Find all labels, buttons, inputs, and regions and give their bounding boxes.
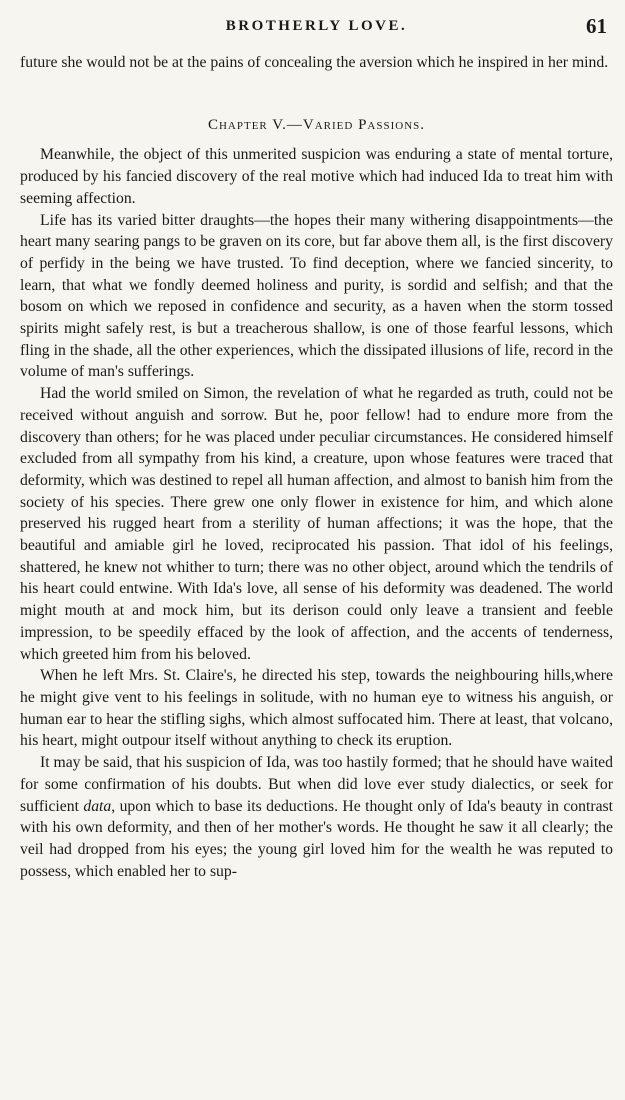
text-run: It may be said, that his suspicion of Ida, was too hastily formed; that he should have waited for some confirmation of his doubts. But when did love ever study dialectics, or seek for sufficient: [20, 754, 613, 815]
text-run: , upon which to base its deductions. He thought only of Ida's beauty in contrast with his own deformity, and then of her mother's words. He thought he saw it all clearly; the veil had dropped from his eyes; the young girl loved him for the wealth he was reputed to possess, which enabled her to sup-: [20, 797, 613, 880]
chapter-title: Chapter V.—Varied Passions.: [207, 116, 426, 133]
chapter-heading: [20, 114, 613, 137]
paragraph: When he left Mrs. St. Claire's, he directed his step, towards the neighbouring hills,where he might give vent to his feelings in solitude, with no human eye to witness his anguish, or human ear to hear the stifling sighs, which almost suffocated him. There at least, that volcano, his heart, might outpour itself without anything to check its eruption.: [20, 667, 613, 750]
continuation-paragraph: future she would not be at the pains of concealing the aversion which he inspired in her mind.: [20, 54, 609, 71]
paragraph: Meanwhile, the object of this unmerited suspicion was enduring a state of mental torture, produced by his fancied discovery of the real motive which had induced Ida to treat him with seeming affection.: [20, 146, 613, 207]
body-text: [20, 52, 613, 882]
page-number: 61: [586, 14, 607, 38]
paragraph: Had the world smiled on Simon, the revelation of what he regarded as truth, could not be received without anguish and sorrow. But he, poor fellow! had to endure more from the discovery than others; for he was placed under peculiar circumstances. He considered himself excluded from all sympathy from his kind, a creature, upon whose features were traced that deformity, which was destined to repel all human affection, and almost to banish him from the society of his species. There grew one only flower in existence for him, and which alone preserved his rugged heart from a sterility of human affections; it was the hope, that the beautiful and amiable girl he loved, reciprocated his passion. That idol of his feelings, shattered, he knew not whither to turn; there was no other object, around which the tendrils of his heart could entwine. With Ida's love, all sense of his deformity was deadened. The world might mouth at and mock him, but its derison could only leave a transient and feeble impression, to be speedily effaced by the look of affection, and the accents of tenderness, which greeted him from his beloved.: [20, 385, 613, 663]
running-head: BROTHERLY LOVE.: [225, 18, 408, 34]
paragraph-last: [20, 752, 613, 882]
page-header: [20, 0, 613, 52]
italic-word: data: [83, 797, 112, 815]
paragraph: Life has its varied bitter draughts—the hopes their many withering disappointments—the heart many searing pangs to be graven on its core, but far above them all, is the first discovery of perfidy in the being we have trusted. To find deception, where we fancied sincerity, to learn, that what we fondly deemed holiness and purity, is sordid and selfish; and that the bosom on which we reposed in confidence and security, as a haven when the storm tossed spirits might safely rest, is but a treacherous shallow, is one of those fearful lessons, which fling in the shade, all the other experiences, which the dissipated illusions of life, record in the volume of man's sufferings.: [20, 211, 613, 381]
